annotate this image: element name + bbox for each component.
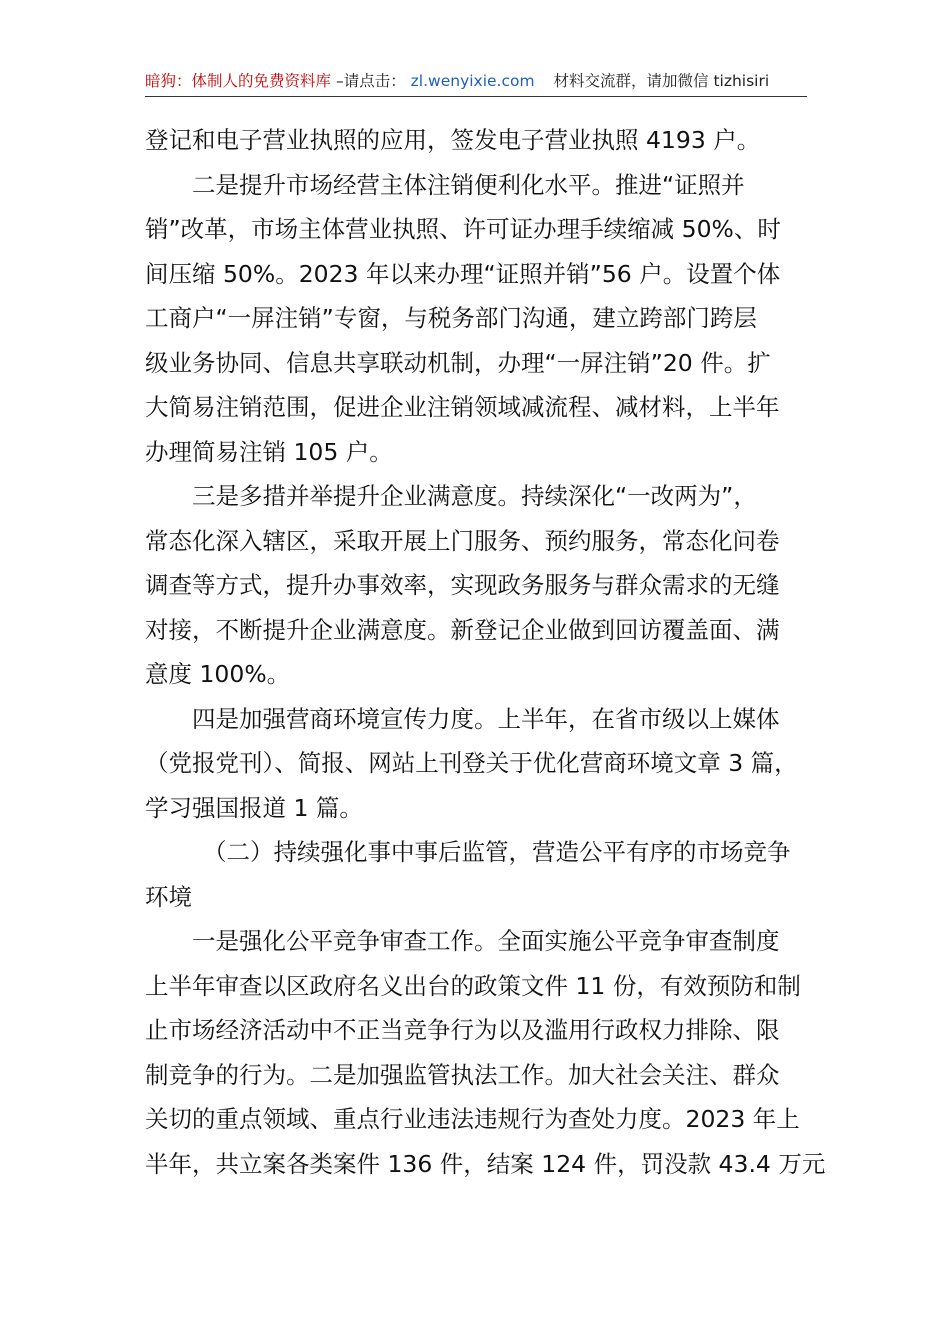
header-url-link[interactable]: zl.wenyixie.com <box>410 72 535 90</box>
header-site-name: 暗狗：体制人的免费资料库 <box>145 72 332 90</box>
paragraph-line: 制竞争的行为。二是加强监管执法工作。加大社会关注、群众 <box>145 1060 780 1089</box>
section-heading-line: （二）持续强化事中事后监管，营造公平有序的市场竞争 <box>203 838 791 866</box>
section-heading-line: 环境 <box>145 882 192 911</box>
paragraph-line: 对接，不断提升企业满意度。新登记企业做到回访覆盖面、满 <box>145 615 780 644</box>
paragraph-line: 半年，共立案各类案件 136 件，结案 124 件，罚没款 43.4 万元 <box>145 1149 826 1178</box>
paragraph-line: 登记和电子营业执照的应用，签发电子营业执照 4193 户。 <box>145 126 761 154</box>
paragraph-line: 四是加强营商环境宣传力度。上半年，在省市级以上媒体 <box>192 704 780 733</box>
paragraph-line: 上半年审查以区政府名义出台的政策文件 11 份，有效预防和制 <box>145 971 801 1000</box>
header-contact: 材料交流群，请加微信 tizhisiri <box>553 72 770 90</box>
paragraph-line: 常态化深入辖区，采取开展上门服务、预约服务，常态化问卷 <box>145 526 780 555</box>
header-prompt: –请点击： <box>335 72 406 90</box>
document-body <box>145 118 826 1186</box>
paragraph-line: 一是强化公平竞争审查工作。全面实施公平竞争审查制度 <box>192 927 780 955</box>
paragraph-line: 工商户“一屏注销”专窗，与税务部门沟通，建立跨部门跨层 <box>145 304 757 332</box>
paragraph-line: 间压缩 50%。2023 年以来办理“证照并销”56 户。设置个体 <box>145 259 781 288</box>
paragraph-line: 办理简易注销 105 户。 <box>145 437 393 466</box>
paragraph-line: （党报党刊）、简报、网站上刊登关于优化营商环境文章 3 篇， <box>145 749 798 777</box>
paragraph-line: 学习强国报道 1 篇。 <box>145 793 363 822</box>
paragraph-line: 调查等方式，提升办事效率，实现政务服务与群众需求的无缝 <box>145 571 780 599</box>
paragraph-line: 大简易注销范围，促进企业注销领域减流程、减材料，上半年 <box>145 393 780 421</box>
paragraph-line: 止市场经济活动中不正当竞争行为以及滥用行政权力排除、限 <box>145 1016 780 1044</box>
paragraph-line: 二是提升市场经营主体注销便利化水平。推进“证照并 <box>192 170 745 199</box>
page-header <box>145 66 807 97</box>
paragraph-line: 级业务协同、信息共享联动机制，办理“一屏注销”20 件。扩 <box>145 348 771 377</box>
paragraph-line: 三是多措并举提升企业满意度。持续深化“一改两为”， <box>192 482 757 510</box>
paragraph-line: 销”改革，市场主体营业执照、许可证办理手续缩减 50%、时 <box>145 215 781 243</box>
paragraph-line: 意度 100%。 <box>145 660 291 688</box>
paragraph-line: 关切的重点领域、重点行业违法违规行为查处力度。2023 年上 <box>145 1105 800 1133</box>
